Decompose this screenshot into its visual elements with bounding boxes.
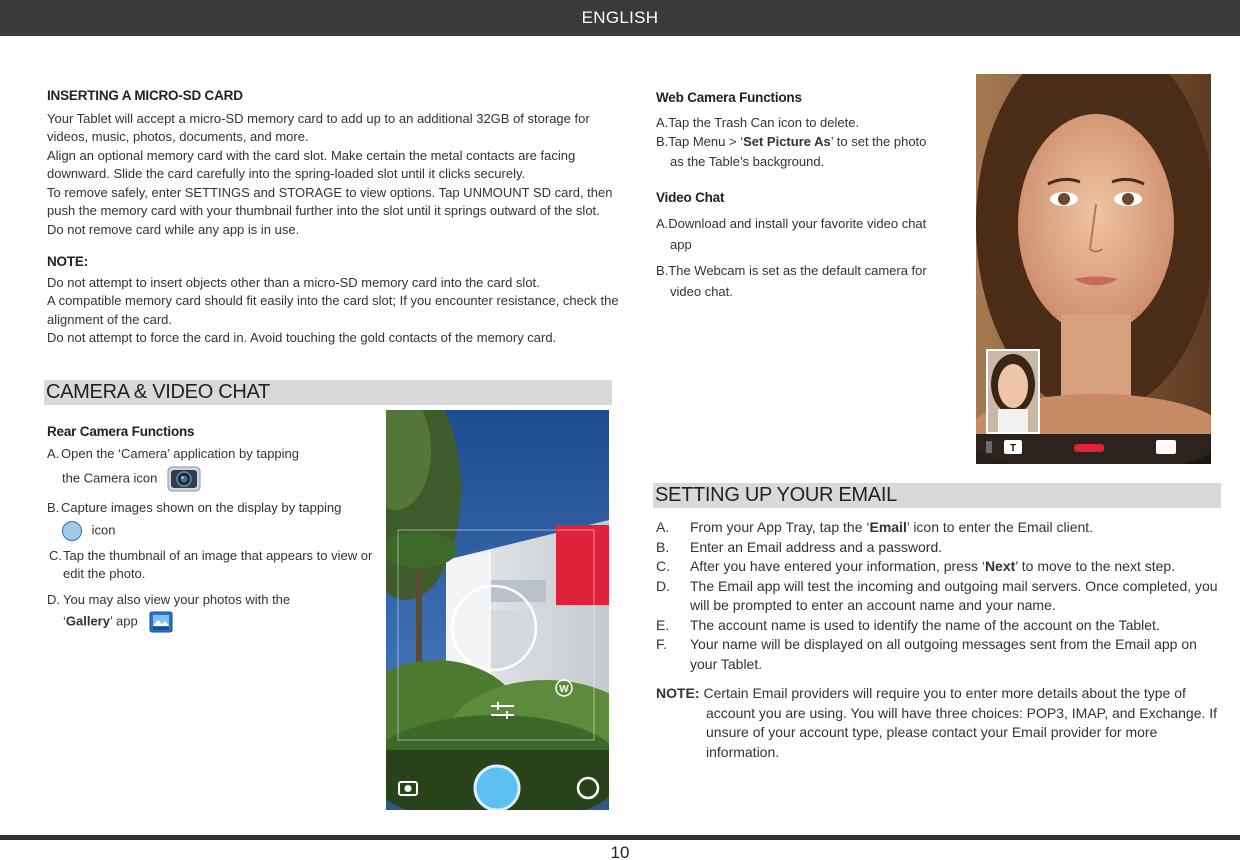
step-text-pre: The account name is used to identify the name of the account on the Tablet.	[690, 616, 1160, 633]
step-letter: B.	[656, 538, 670, 555]
sd-paragraph-1: Your Tablet will accept a micro-SD memory card to add up to an additional 32GB of storage for videos, music, photos, documents, and more.	[47, 110, 590, 144]
sd-note-title: NOTE:	[47, 254, 88, 269]
step-text-bold: Next	[984, 558, 1016, 574]
camera-item-a-line2	[47, 465, 383, 497]
viewfinder-badge: W	[559, 684, 569, 695]
camera-section-bar	[44, 380, 612, 405]
email-section-bar	[653, 483, 1221, 508]
sd-note-line-1: Do not attempt to insert objects other than a micro-SD memory card into the card slot.	[47, 274, 540, 290]
web-camera-item-b	[656, 132, 938, 171]
sd-note-line-3: Do not attempt to force the card in. Avoid touching the gold contacts of the memory card.	[47, 330, 557, 345]
step-letter: C.	[656, 558, 670, 574]
camera-item-a-text: Open the ‘Camera’ application by tapping	[61, 446, 299, 461]
web-camera-section	[656, 88, 938, 302]
gallery-icon	[149, 611, 173, 633]
language-label: ENGLISH	[581, 8, 659, 27]
sd-card-title: INSERTING A MICRO-SD CARD	[47, 88, 243, 103]
email-step-b	[656, 538, 1222, 558]
email-section-title: SETTING UP YOUR EMAIL	[655, 484, 897, 506]
item-letter: A.	[47, 446, 60, 461]
camera-item-d-text: You may also view your photos with the	[63, 592, 291, 607]
camera-item-c-text: Tap the thumbnail of an image that appears to view or edit the photo.	[63, 548, 373, 581]
page-number: 10	[610, 843, 630, 860]
camera-item-d-line2	[47, 611, 383, 633]
step-text-post: ’ to move to the next step.	[1015, 558, 1176, 574]
camera-item-b-line2	[47, 521, 383, 541]
web-camera-title: Web Camera Functions	[656, 90, 802, 105]
gallery-app-name: Gallery	[65, 613, 110, 629]
video-chat-item-b: B.The Webcam is set as the default camera for video chat.	[656, 262, 927, 299]
camera-item-b-text: Capture images shown on the display by tapping	[61, 500, 342, 515]
video-chat-screenshot	[976, 74, 1211, 464]
step-text-post: ’ icon to enter the Email client.	[906, 519, 1094, 535]
step-text-pre: Enter an Email address and a password.	[690, 538, 943, 555]
web-camera-item-a: A.Tap the Trash Can icon to delete.	[656, 114, 860, 130]
web-camera-item-b-post: ’ to set the photo as the Table’s background.	[670, 134, 927, 169]
camera-item-c	[47, 547, 377, 583]
email-steps	[656, 518, 1222, 762]
footer-rule	[0, 835, 1240, 840]
item-letter: B.	[47, 500, 60, 515]
camera-section-title: CAMERA & VIDEO CHAT	[46, 381, 270, 403]
email-note-label: NOTE:	[656, 685, 700, 701]
camera-icon	[167, 465, 201, 493]
sd-paragraph-3: To remove safely, enter SETTINGS and STORAGE to view options. Tap UNMOUNT SD card, then push the memory card with your thumbnail further into the slot until it springs outward of the slot. Do not remove card while any app is in use.	[47, 184, 613, 237]
item-letter: D.	[47, 592, 60, 607]
step-letter: E.	[656, 616, 670, 633]
video-chat-item-a: A.Download and install your favorite video chat app	[656, 215, 927, 252]
step-text-pre: The Email app will test the incoming and outgoing mail servers. Once completed, you will be prompted to enter an account name and your name.	[690, 577, 1218, 613]
sd-note-line-2: A compatible memory card should fit easily into the card slot; If you encounter resistance, check the alignment of the card.	[47, 293, 619, 327]
email-step-f	[656, 635, 1222, 674]
rear-camera-section	[47, 423, 383, 633]
step-letter: A.	[656, 519, 670, 535]
set-picture-as-label: Set Picture As	[743, 134, 831, 149]
email-step-d	[656, 577, 1222, 616]
step-text-pre: From your App Tray, tap the ‘	[690, 519, 870, 535]
item-letter: C.	[49, 548, 62, 563]
web-camera-item-b-pre: B.Tap Menu > ‘	[656, 134, 744, 149]
email-note	[656, 684, 1222, 762]
camera-item-b	[47, 499, 383, 517]
camera-viewfinder-screenshot	[386, 410, 609, 810]
step-letter: D.	[656, 577, 670, 594]
email-note-text: Certain Email providers will require you to enter more details about the type of account you are using. You will have three choices: POP3, IMAP, and Exchange. If unsure of your account type, please contact your Email provider for more information.	[703, 685, 1218, 760]
email-step-e	[656, 616, 1222, 636]
camera-item-b-icon-label: icon	[91, 522, 116, 538]
page-header-bar	[0, 0, 1240, 36]
shutter-circle-icon	[62, 521, 82, 541]
step-text-pre: After you have entered your information, press ‘	[690, 558, 985, 574]
svg-text:T: T	[1009, 443, 1017, 454]
email-step-c	[656, 557, 1222, 577]
quote-mark: ‘	[63, 613, 66, 629]
camera-item-d-suffix: ’ app	[109, 613, 138, 629]
camera-item-d	[47, 591, 383, 609]
sd-paragraph-2: Align an optional memory card with the card slot. Make certain the metal contacts are facing downward. Slide the card carefully into the spring-loaded slot until it clicks securely.	[47, 147, 576, 181]
step-letter: F.	[656, 636, 667, 652]
camera-item-a	[47, 445, 383, 463]
step-text-bold: Email	[869, 519, 907, 535]
video-chat-title: Video Chat	[656, 190, 725, 205]
rear-camera-title: Rear Camera Functions	[47, 424, 195, 439]
sd-card-section	[47, 87, 619, 348]
step-text-pre: Your name will be displayed on all outgoing messages sent from the Email app on your Tablet.	[690, 636, 1197, 672]
email-step-a	[656, 518, 1222, 538]
camera-item-a-text2: the Camera icon	[62, 470, 158, 486]
